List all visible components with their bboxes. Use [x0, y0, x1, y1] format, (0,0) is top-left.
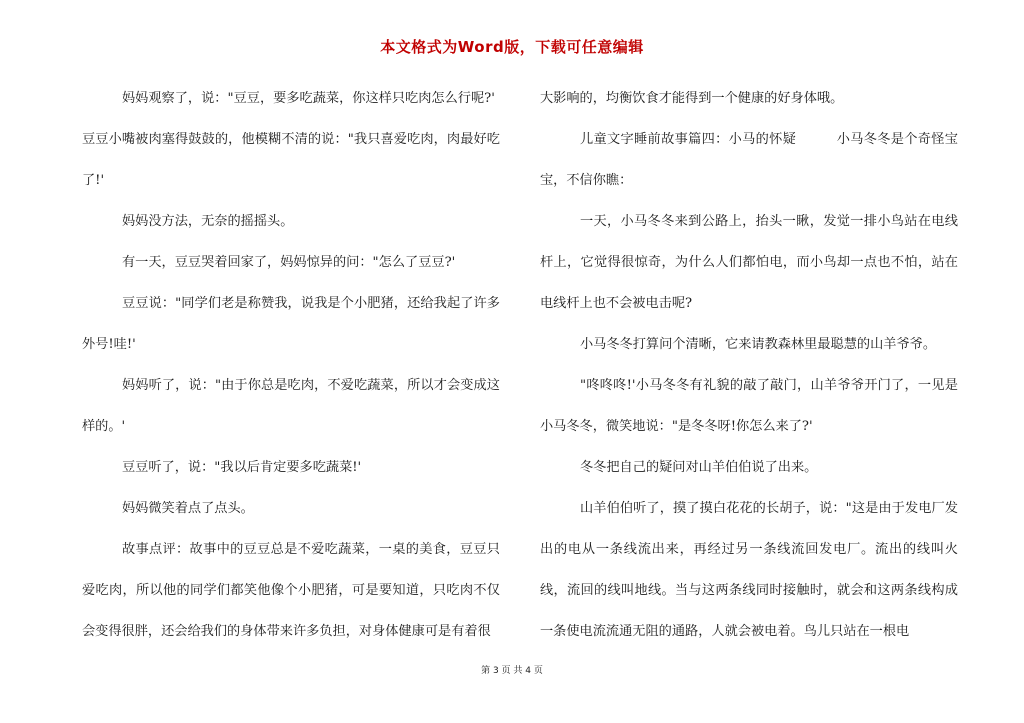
- paragraph: "咚咚咚!'小马冬冬有礼貌的敲了敲门，山羊爷爷开门了，一见是小马冬冬，微笑地说："是冬冬呀!你怎么来了?': [540, 378, 958, 434]
- left-column: [82, 78, 500, 652]
- document-header-title: 本文格式为Word版，下载可任意编辑: [380, 38, 644, 56]
- right-column: [540, 78, 958, 652]
- paragraph: 妈妈听了，说："由于你总是吃肉，不爱吃蔬菜，所以才会变成这样的。': [82, 378, 500, 434]
- paragraph: 妈妈观察了，说："豆豆，要多吃蔬菜，你这样只吃肉怎么行呢?': [122, 91, 495, 106]
- paragraph: 山羊伯伯听了，摸了摸白花花的长胡子，说："这是由于发电厂发出的电从一条线流出来，再经过另一条线流回发电厂。流出的线叫火线，流回的线叫地线。当与这两条线同时接触时，就会和这两条线构成一条使电流流通无阻的通路，人就会被电着。鸟儿只站在一根电: [540, 501, 958, 639]
- paragraph: 故事点评：故事中的豆豆总是不爱吃蔬菜，一桌的美食，豆豆只爱吃肉，所以他的同学们都笑他像个小肥猪，可是要知道，只吃肉不仅会变得很胖，还会给我们的身体带来许多负担，对身体健康可是有着很: [82, 542, 500, 639]
- page-footer: 第 3 页 共 4 页: [481, 666, 543, 676]
- paragraph: 豆豆听了，说："我以后肯定要多吃蔬菜!': [122, 460, 362, 475]
- paragraph: 妈妈没方法，无奈的摇摇头。: [122, 214, 294, 229]
- paragraph: 大影响的，均衡饮食才能得到一个健康的好身体哦。: [540, 91, 844, 106]
- paragraph: 有一天，豆豆哭着回家了，妈妈惊异的问："怎么了豆豆?': [122, 255, 456, 270]
- paragraph: 豆豆小嘴被肉塞得鼓鼓的，他模糊不清的说："我只喜爱吃肉，肉最好吃了!': [82, 132, 500, 188]
- section-heading-paragraph: 儿童文字睡前故事篇四：小马的怀疑 小马冬冬是个奇怪宝宝，不信你瞧：: [540, 132, 958, 188]
- paragraph: 豆豆说："同学们老是称赞我，说我是个小肥猪，还给我起了许多外号!哇!': [82, 296, 500, 352]
- paragraph: 妈妈微笑着点了点头。: [122, 501, 254, 516]
- paragraph: 小马冬冬打算问个清晰，它来请教森林里最聪慧的山羊爷爷。: [580, 337, 937, 352]
- paragraph: 冬冬把自己的疑问对山羊伯伯说了出来。: [580, 460, 818, 475]
- paragraph: 一天，小马冬冬来到公路上，抬头一瞅，发觉一排小鸟站在电线杆上，它觉得很惊奇，为什么人们都怕电，而小鸟却一点也不怕，站在电线杆上也不会被电击呢?: [540, 214, 958, 311]
